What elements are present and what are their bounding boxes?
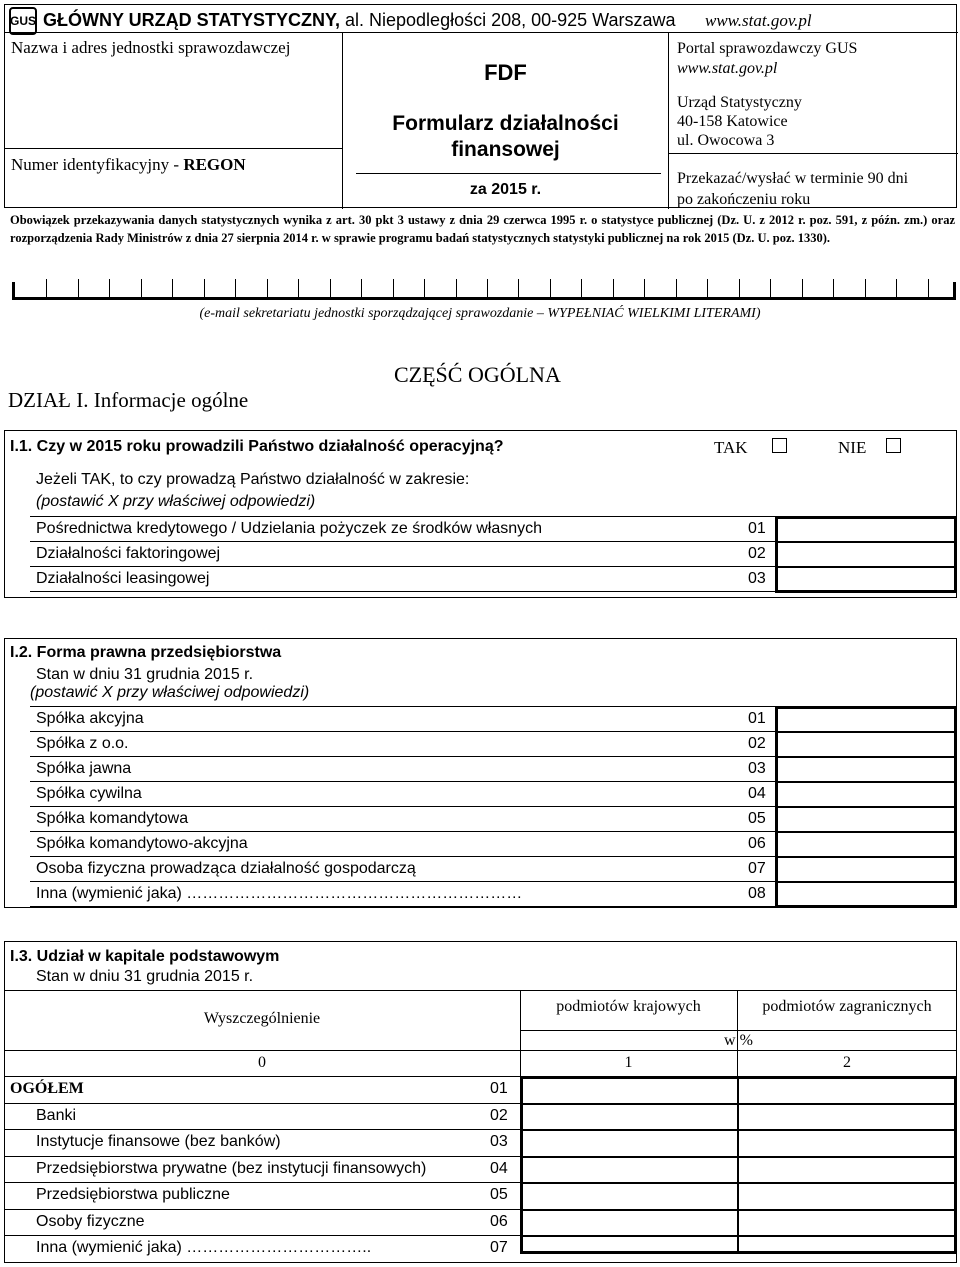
portal-info bbox=[677, 39, 857, 79]
q1-instruction: Jeżeli TAK, to czy prowadzą Państwo działalność w zakresie: bbox=[36, 471, 470, 488]
email-cell-divider bbox=[172, 279, 173, 297]
email-cell-divider bbox=[613, 279, 614, 297]
divider bbox=[668, 153, 958, 154]
option-code: 03 bbox=[748, 760, 766, 777]
divider bbox=[30, 541, 775, 542]
email-caption: (e-mail sekretariatu jednostki sporządzającej sprawozdanie – WYPEŁNIAĆ WIELKIMI LITERAMI) bbox=[199, 306, 761, 321]
q3-title: I.3. Udział w kapitale podstawowym bbox=[10, 948, 280, 965]
divider bbox=[30, 881, 775, 882]
table-row-label: Banki bbox=[36, 1106, 77, 1124]
email-cell-divider bbox=[865, 279, 866, 297]
option-code: 04 bbox=[748, 785, 766, 802]
divider bbox=[520, 1209, 957, 1211]
header-box bbox=[4, 4, 957, 208]
office-line1: Urząd Statystyczny bbox=[677, 94, 802, 111]
table-row-label: Inna (wymienić jaka) …………………………….. bbox=[36, 1239, 372, 1256]
table-row-code: 05 bbox=[490, 1186, 508, 1203]
option-code: 08 bbox=[748, 885, 766, 902]
option-label: Spółka komandytowa bbox=[36, 810, 189, 827]
divider bbox=[30, 806, 775, 807]
table-row-code: 07 bbox=[490, 1239, 508, 1256]
divider bbox=[4, 1050, 957, 1051]
divider bbox=[4, 990, 957, 991]
regon-label-prefix: Numer identyfikacyjny - bbox=[11, 155, 184, 174]
col-number-0: 0 bbox=[258, 1054, 266, 1071]
deadline-line1: Przekazać/wysłać w terminie 90 dni bbox=[677, 170, 909, 187]
option-code: 02 bbox=[748, 545, 766, 562]
divider bbox=[520, 1030, 957, 1031]
unit-name-label: Nazwa i adres jednostki sprawozdawczej bbox=[11, 38, 291, 57]
regon-label bbox=[11, 155, 246, 175]
divider bbox=[520, 1103, 957, 1105]
org-web: www.stat.gov.pl bbox=[705, 11, 812, 30]
option-label: Spółka jawna bbox=[36, 760, 132, 777]
regon-label-bold: REGON bbox=[183, 155, 246, 174]
table-row-code: 01 bbox=[490, 1080, 508, 1097]
email-cell-divider bbox=[739, 279, 740, 297]
col-header-spec: Wyszczególnienie bbox=[203, 1010, 321, 1027]
divider bbox=[5, 148, 342, 149]
email-cell-divider bbox=[456, 279, 457, 297]
email-cell-divider bbox=[928, 279, 929, 297]
part-heading: CZĘŚĆ OGÓLNA bbox=[394, 362, 561, 387]
option-code: 06 bbox=[748, 835, 766, 852]
q1-yes-checkbox[interactable] bbox=[772, 438, 787, 453]
portal-link[interactable]: www.stat.gov.pl bbox=[677, 60, 778, 77]
table-row-code: 03 bbox=[490, 1133, 508, 1150]
col-header-foreign: podmiotów zagranicznych bbox=[762, 998, 932, 1015]
email-cell-divider bbox=[204, 279, 205, 297]
unit-label: w % bbox=[724, 1032, 753, 1049]
option-code: 01 bbox=[748, 520, 766, 537]
divider bbox=[775, 806, 957, 808]
email-cell-divider bbox=[46, 279, 47, 297]
org-address: al. Niepodległości 208, 00-925 Warszawa bbox=[340, 10, 676, 30]
table-row-label: Przedsiębiorstwa publiczne bbox=[36, 1186, 230, 1203]
email-cell-divider bbox=[770, 279, 771, 297]
email-cell-divider bbox=[361, 279, 362, 297]
option-code: 01 bbox=[748, 710, 766, 727]
table-row-label: OGÓŁEM bbox=[10, 1080, 84, 1097]
divider bbox=[4, 1209, 520, 1210]
email-cell-divider bbox=[581, 279, 582, 297]
form-title-line1: Formularz działalności bbox=[392, 112, 619, 135]
gus-logo: GUS bbox=[9, 7, 37, 35]
option-label: Spółka cywilna bbox=[36, 785, 142, 802]
email-cell-divider bbox=[393, 279, 394, 297]
divider bbox=[4, 1235, 520, 1236]
form-code: FDF bbox=[484, 60, 527, 85]
option-label: Spółka komandytowo-akcyjna bbox=[36, 835, 248, 852]
table-row-code: 02 bbox=[490, 1106, 508, 1124]
divider bbox=[668, 32, 669, 209]
q1-hint: (postawić X przy właściwej odpowiedzi) bbox=[36, 493, 316, 510]
divider bbox=[30, 781, 775, 782]
q1-no-label: NIE bbox=[838, 438, 867, 457]
email-cell-divider bbox=[141, 279, 142, 297]
email-cell-divider bbox=[802, 279, 803, 297]
col-number-1: 1 bbox=[624, 1054, 633, 1071]
email-cell-divider bbox=[424, 279, 425, 297]
q2-title: I.2. Forma prawna przedsiębiorstwa bbox=[10, 644, 282, 661]
email-cell-divider bbox=[707, 279, 708, 297]
org-line bbox=[43, 10, 676, 31]
divider bbox=[30, 706, 775, 707]
divider bbox=[775, 756, 957, 758]
divider bbox=[775, 856, 957, 858]
divider bbox=[775, 731, 957, 733]
org-name: GŁÓWNY URZĄD STATYSTYCZNY, bbox=[43, 10, 340, 30]
divider bbox=[356, 173, 661, 174]
option-code: 07 bbox=[748, 860, 766, 877]
divider bbox=[520, 1235, 957, 1237]
table-row-label: Osoby fizyczne bbox=[36, 1212, 145, 1230]
office-line3: ul. Owocowa 3 bbox=[677, 132, 775, 149]
email-cell-divider bbox=[330, 279, 331, 297]
option-code: 02 bbox=[748, 735, 766, 752]
divider bbox=[775, 541, 957, 543]
deadline-line2: po zakończeniu roku bbox=[677, 191, 811, 208]
portal-line1: Portal sprawozdawczy GUS bbox=[677, 40, 858, 57]
divider bbox=[30, 756, 775, 757]
table-row-label: Instytucje finansowe (bez banków) bbox=[36, 1133, 281, 1150]
form-title-line2: finansowej bbox=[451, 138, 560, 161]
q2-date: Stan w dniu 31 grudnia 2015 r. bbox=[36, 666, 254, 683]
form-year: za 2015 r. bbox=[469, 181, 542, 198]
divider bbox=[520, 1182, 957, 1184]
option-label: Działalności leasingowej bbox=[36, 570, 210, 587]
email-cell-divider bbox=[267, 279, 268, 297]
email-cell-divider bbox=[487, 279, 488, 297]
email-cell-divider bbox=[109, 279, 110, 297]
divider bbox=[30, 856, 775, 857]
divider bbox=[30, 831, 775, 832]
divider bbox=[4, 1156, 520, 1157]
divider bbox=[775, 781, 957, 783]
email-cell-divider bbox=[298, 279, 299, 297]
q1-title: I.1. Czy w 2015 roku prowadzili Państwo działalność operacyjną? bbox=[10, 438, 504, 455]
divider bbox=[4, 1129, 520, 1130]
option-label: Działalności faktoringowej bbox=[36, 545, 221, 562]
option-code: 03 bbox=[748, 570, 766, 587]
table-row-label: Przedsiębiorstwa prywatne (bez instytucji finansowych) bbox=[36, 1159, 427, 1177]
divider bbox=[5, 32, 958, 33]
form-title bbox=[343, 111, 668, 163]
option-label: Inna (wymienić jaka) ……………………………………………………… bbox=[36, 885, 523, 902]
divider bbox=[30, 516, 775, 517]
q1-yes-label: TAK bbox=[714, 438, 748, 457]
section-heading: DZIAŁ I. Informacje ogólne bbox=[8, 388, 249, 412]
office-address bbox=[677, 93, 802, 150]
email-cell-divider bbox=[78, 279, 79, 297]
email-input-grid[interactable] bbox=[12, 282, 956, 300]
divider bbox=[30, 731, 775, 732]
option-code: 05 bbox=[748, 810, 766, 827]
email-cell-divider bbox=[644, 279, 645, 297]
divider bbox=[775, 566, 957, 568]
col-number-2: 2 bbox=[843, 1054, 851, 1071]
option-label: Spółka z o.o. bbox=[36, 735, 129, 752]
email-cell-divider bbox=[518, 279, 519, 297]
divider bbox=[30, 566, 775, 567]
deadline-info bbox=[677, 168, 908, 210]
option-label: Spółka akcyjna bbox=[36, 710, 144, 727]
option-label: Osoba fizyczna prowadząca działalność gospodarczą bbox=[36, 860, 416, 877]
email-cell-divider bbox=[235, 279, 236, 297]
q3-date: Stan w dniu 31 grudnia 2015 r. bbox=[36, 968, 254, 985]
email-cell-divider bbox=[896, 279, 897, 297]
q2-hint: (postawić X przy właściwej odpowiedzi) bbox=[30, 684, 310, 701]
email-cell-divider bbox=[676, 279, 677, 297]
divider bbox=[30, 906, 775, 907]
divider bbox=[30, 591, 775, 592]
legal-basis-text: Obowiązek przekazywania danych statystycznych wynika z art. 30 pkt 3 ustawy z dnia 29 czerwca 1995 r. o statystyce publicznej (Dz. U. z 2012 r. poz. 591, z późn. zm.) oraz rozporządzenia Rady Ministrów z dnia 27 sierpnia 2014 r. w sprawie programu badań statystycznych statystyki publicznej na rok 2015 (Dz. U. poz. 1330). bbox=[10, 213, 955, 245]
q1-answer-box[interactable] bbox=[775, 516, 957, 593]
divider bbox=[4, 1103, 520, 1104]
email-cell-divider bbox=[550, 279, 551, 297]
divider bbox=[520, 1129, 957, 1131]
col-header-domestic: podmiotów krajowych bbox=[556, 998, 701, 1015]
divider bbox=[4, 1182, 520, 1183]
divider bbox=[775, 881, 957, 883]
office-line2: 40-158 Katowice bbox=[677, 113, 788, 130]
divider bbox=[520, 1156, 957, 1158]
q1-no-checkbox[interactable] bbox=[886, 438, 901, 453]
email-cell-divider bbox=[833, 279, 834, 297]
table-row-code: 04 bbox=[490, 1159, 508, 1177]
divider bbox=[775, 831, 957, 833]
option-label: Pośrednictwa kredytowego / Udzielania pożyczek ze środków własnych bbox=[36, 520, 543, 537]
table-row-code: 06 bbox=[490, 1212, 508, 1230]
